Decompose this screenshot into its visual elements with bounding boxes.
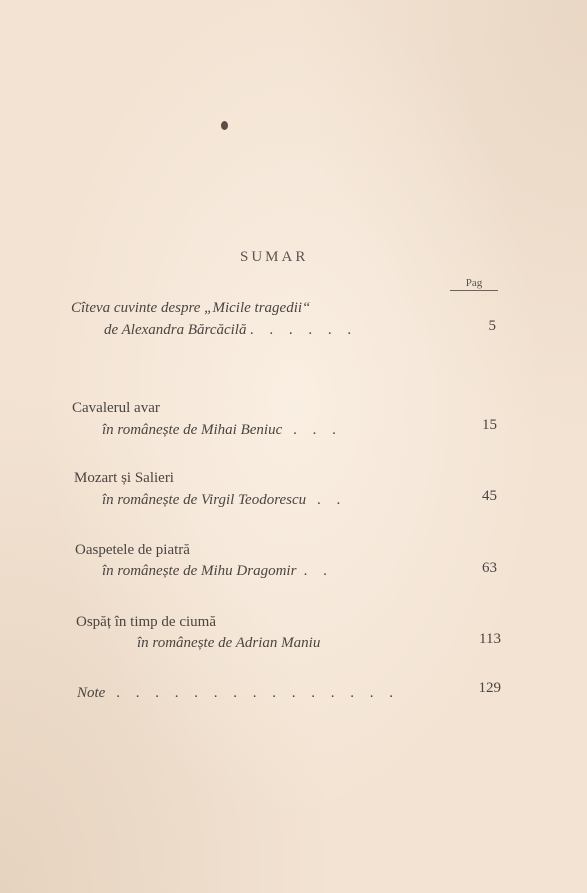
- toc-entry-2-line1: Cavalerul avar: [72, 400, 160, 416]
- toc-entry-4-line2: în românește de Mihu Dragomir . .: [102, 563, 334, 579]
- toc-entry-5-line1: Ospăț în timp de ciumă: [76, 614, 216, 630]
- toc-entry-4-line1: Oaspetele de piatră: [75, 542, 190, 558]
- toc-entry-3-page: 45: [482, 488, 497, 504]
- toc-entry-1-line1: Cîteva cuvinte despre „Micile tragedii“: [71, 300, 311, 316]
- toc-notes-dots: . . . . . . . . . . . . . . .: [116, 685, 400, 701]
- toc-entry-4-page: 63: [482, 560, 497, 576]
- toc-entry-2-page: 15: [482, 417, 497, 433]
- toc-entry-2-dots: . . .: [293, 422, 343, 438]
- toc-entry-5-line2: în românește de Adrian Maniu: [137, 635, 321, 651]
- toc-entry-3-dots: . .: [317, 492, 347, 508]
- toc-entry-4-dots: . .: [303, 563, 334, 579]
- toc-entry-2-line2: în românește de Mihai Beniuc . . .: [102, 422, 343, 438]
- toc-entry-1-line2: de Alexandra Bărcăcilă . . . . . .: [104, 322, 358, 338]
- toc-entry-3-line2: în românește de Virgil Teodorescu . .: [102, 492, 347, 508]
- toc-notes-page: 129: [478, 680, 501, 696]
- page-column-header: Pag: [450, 277, 498, 291]
- toc-notes-line: [77, 685, 399, 702]
- toc-entry-1-dots: . . . . . .: [250, 322, 358, 338]
- toc-notes-label: Note: [77, 685, 106, 701]
- toc-entry-1-page: 5: [488, 318, 496, 334]
- page-title: SUMAR: [240, 249, 309, 265]
- ink-speck: [221, 121, 228, 130]
- toc-entry-3-line1: Mozart și Salieri: [74, 470, 174, 486]
- toc-entry-5-page: 113: [479, 631, 501, 647]
